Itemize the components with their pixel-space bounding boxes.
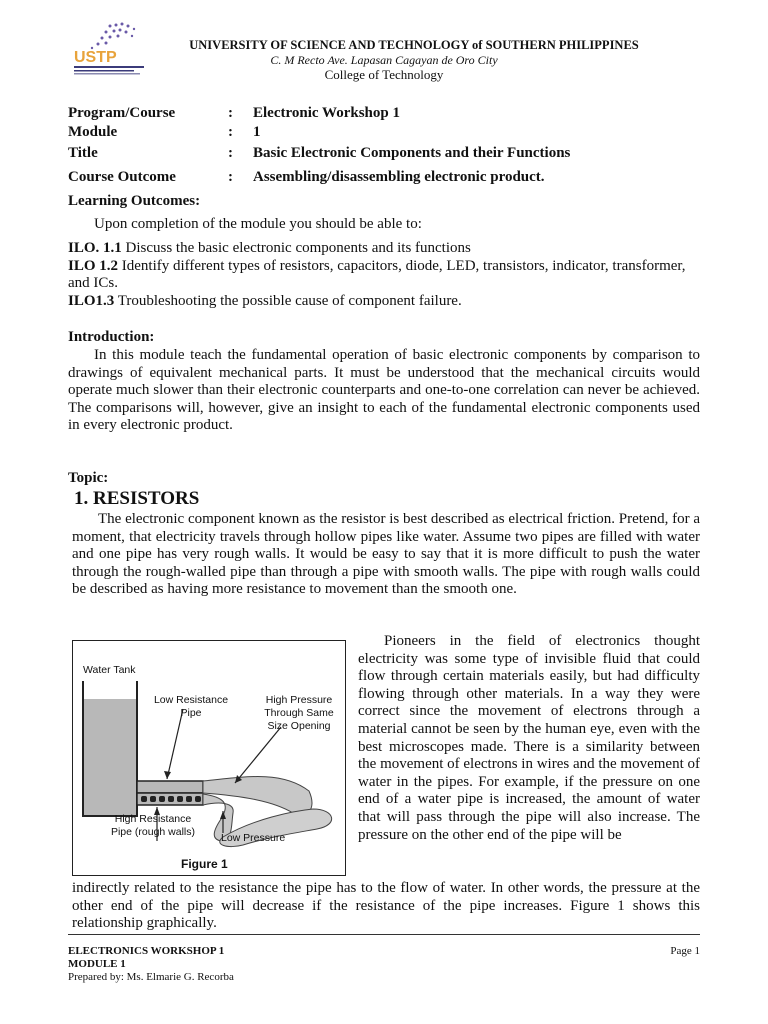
logo-text: USTP xyxy=(74,49,117,66)
page-number: Page 1 xyxy=(670,945,700,957)
info-colon: : xyxy=(228,105,233,121)
label-line: High Resistance xyxy=(114,813,192,825)
introduction-text: In this module teach the fundamental operation of basic electronic components by comparison to drawings of equivalent mechanical parts. It must be understood that the mechanical circuits would operate much slower than their electronic counterparts and one-to-one correlation can never be achieved. The comparisons will, however, give an insight to each of the fundamental electronic components used in every electronic product. xyxy=(68,347,700,434)
ilo-list xyxy=(68,240,708,310)
resistor-paragraph-2-continued: indirectly related to the resistance the pipe has to the flow of water. In other words, the pressure at the other end of the pipe will decrease if the resistance of the pipe increases. Figure 1 shows this relationship graphically. xyxy=(72,880,700,932)
ilo-text: Identify different types of resistors, capacitors, diode, LED, transistors, indicator, transformer, and ICs. xyxy=(68,257,686,291)
info-value: Basic Electronic Components and their Functions xyxy=(253,145,571,161)
ilo-item xyxy=(68,258,708,293)
info-row xyxy=(68,145,570,169)
figure-caption: Figure 1 xyxy=(181,857,228,871)
resistor-paragraph-2: Pioneers in the field of electronics thought electricity was some type of invisible fluid that could flow through certain materials easily, but had difficulty flowing through other materials. In a way they were correct since the movement of electrons through a material cannot be seen by the human eye, even with the best microscopes made. There is a similarity between the movement of electrons in wires and the movement of water in the pipes. For example, if the pressure on one end of a water pipe is increased, the amount of water that will pass through the pipe will also increase. The pressure on the other end of the pipe will be xyxy=(358,633,700,843)
label-high-pressure xyxy=(257,694,341,733)
resistor-paragraph-1: The electronic component known as the resistor is best described as electrical friction. Pretend, for a moment, that electricity travels through hollow pipes like water. Assume two pipes are filled with water and one pipe has very rough walls. It would be easy to say that it is more difficult to push the water through the rough-walled pipe than through a pipe with smooth walls. The pipe with rough walls could be described as having more resistance to movement than the smooth one. xyxy=(72,511,700,597)
info-row xyxy=(68,105,570,124)
label-low-pressure: Low Pressure xyxy=(221,832,286,844)
ilo-item xyxy=(68,293,708,311)
info-value: Assembling/disassembling electronic product. xyxy=(253,169,545,185)
ilo-code: ILO. 1.1 xyxy=(68,240,122,256)
label-line: Size Opening xyxy=(267,720,331,732)
ilo-text: Troubleshooting the possible cause of component failure. xyxy=(117,292,462,309)
label-high-resistance-pipe xyxy=(103,813,203,839)
label-low-resistance-pipe xyxy=(151,694,231,720)
introduction-heading: Introduction: xyxy=(68,329,155,345)
university-address: C. M Recto Ave. Lapasan Cagayan de Oro City xyxy=(270,53,498,67)
university-name: UNIVERSITY OF SCIENCE AND TECHNOLOGY of SOUTHERN PHILIPPINES xyxy=(189,38,639,52)
college-name: College of Technology xyxy=(324,67,444,82)
info-label: Program/Course xyxy=(68,105,176,121)
ilo-code: ILO1.3 xyxy=(68,292,115,309)
info-colon: : xyxy=(228,169,233,185)
learning-outcomes-heading: Learning Outcomes: xyxy=(68,193,201,209)
footer-course: ELECTRONICS WORKSHOP 1 xyxy=(68,945,225,957)
info-value: Electronic Workshop 1 xyxy=(253,105,400,121)
topic-heading: Topic: xyxy=(68,470,109,486)
label-line: Pipe (rough walls) xyxy=(110,826,196,838)
label-line: Through Same xyxy=(264,707,334,719)
figure-1 xyxy=(72,640,346,876)
footer-module: MODULE 1 xyxy=(68,958,126,970)
module-info-table xyxy=(68,105,570,191)
footer-prepared-by: Prepared by: Ms. Elmarie G. Recorba xyxy=(68,971,234,983)
label-line: High Pressure xyxy=(265,694,333,706)
learning-outcomes-intro: Upon completion of the module you should be able to: xyxy=(94,216,422,232)
info-row xyxy=(68,124,570,145)
label-line: Low Resistance xyxy=(153,694,229,706)
label-water-tank: Water Tank xyxy=(83,664,136,676)
ilo-text: Discuss the basic electronic components and its functions xyxy=(125,240,471,256)
footer-divider xyxy=(68,934,700,935)
info-label: Module xyxy=(68,124,118,140)
ilo-item xyxy=(68,240,708,258)
info-row xyxy=(68,169,570,191)
section-title: 1. RESISTORS xyxy=(74,488,200,509)
label-line: Pipe xyxy=(180,707,202,719)
info-value: 1 xyxy=(253,124,261,140)
ilo-code: ILO 1.2 xyxy=(68,257,119,274)
info-colon: : xyxy=(228,124,233,140)
info-label: Course Outcome xyxy=(68,169,176,185)
info-label: Title xyxy=(68,145,98,161)
info-colon: : xyxy=(228,145,233,161)
